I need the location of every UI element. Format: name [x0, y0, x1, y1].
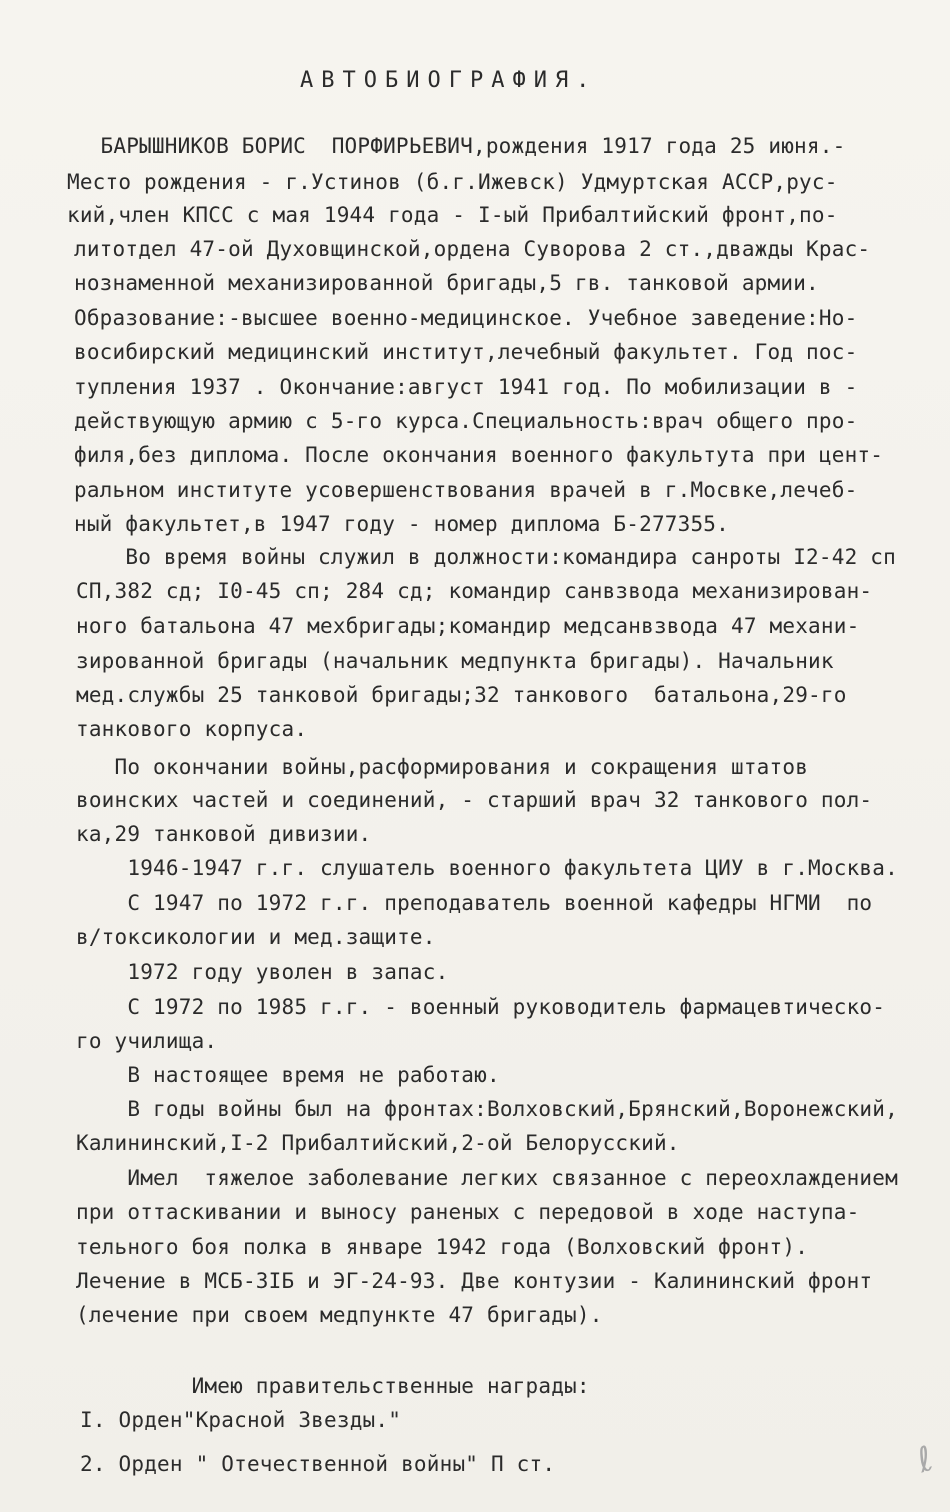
text-line: ральном институте усовершенствования врачей в г.Мосвке,лечеб-: [74, 478, 858, 502]
document-title: АВТОБИОГРАФИЯ.: [300, 68, 598, 93]
text-line: По окончании войны,расформирования и сокращения штатов: [76, 755, 809, 779]
text-line: танкового корпуса.: [76, 717, 308, 741]
text-line: зированной бригады (начальник медпункта бригады). Начальник: [76, 649, 834, 673]
text-line: в/токсикологии и мед.защите.: [76, 925, 436, 949]
text-line: 1946-1947 г.г. слушатель военного факультета ЦИУ в г.Москва.: [76, 856, 898, 880]
text-line: Образование:-высшее военно-медицинское. Учебное заведение:Но-: [74, 306, 858, 330]
text-line: ка,29 танковой дивизии.: [76, 822, 372, 846]
text-line: В настоящее время не работаю.: [76, 1063, 500, 1087]
text-line: при оттаскивании и выносу раненых с передовой в ходе наступа-: [76, 1200, 860, 1224]
text-line: I. Орден"Красной Звезды.": [80, 1408, 402, 1432]
text-line: 1972 году уволен в запас.: [76, 960, 449, 984]
text-line: тупления 1937 . Окончание:август 1941 год. По мобилизации в -: [74, 375, 858, 399]
text-line: Имел тяжелое заболевание легких связанное с переохлаждением: [76, 1166, 898, 1190]
text-line: 2. Орден " Отечественной войны" П ст.: [80, 1452, 556, 1476]
text-line: тельного боя полка в январе 1942 года (Волховский фронт).: [76, 1235, 809, 1259]
text-line: В годы войны был на фронтах:Волховский,Брянский,Воронежский,: [76, 1097, 898, 1121]
text-line: СП,382 сд; I0-45 сп; 284 сд; командир санвзвода механизирован-: [76, 579, 873, 603]
text-line: восибирский медицинский институт,лечебный факультет. Год пос-: [74, 340, 858, 364]
text-line: действующую армию с 5-го курса.Специальность:врач общего про-: [74, 409, 858, 433]
text-line: С 1947 по 1972 г.г. преподаватель военной кафедры НГМИ по: [76, 891, 873, 915]
text-line: Калининский,I-2 Прибалтийский,2-ой Белорусский.: [76, 1131, 680, 1155]
text-line: Во время войны служил в должности:командира санроты I2-42 сп: [74, 545, 896, 569]
text-line: Имею правительственные награды:: [76, 1374, 590, 1398]
text-line: воинских частей и соединений, - старший врач 32 танкового пол-: [76, 788, 873, 812]
text-line: нознаменной механизированной бригады,5 гв. танковой армии.: [74, 271, 819, 295]
margin-mark: ℓ: [912, 1438, 939, 1482]
text-line: го училища.: [76, 1029, 218, 1053]
text-line: мед.службы 25 танковой бригады;32 танкового батальона,29-го: [76, 683, 847, 707]
text-line: Лечение в МСБ-3IБ и ЭГ-24-93. Две контузии - Калининский фронт: [76, 1269, 873, 1293]
text-line: филя,без диплома. После окончания военного факультута при цент-: [74, 443, 884, 467]
text-line: (лечение при своем медпункте 47 бригады).: [76, 1303, 603, 1327]
text-line: БАРЫШНИКОВ БОРИС ПОРФИРЬЕВИЧ,рождения 1917 года 25 июня.-: [62, 134, 846, 158]
text-line: ного батальона 47 мехбригады;командир медсанвзвода 47 механи-: [76, 614, 860, 638]
text-line: Место рождения - г.Устинов (б.г.Ижевск) Удмуртская АССР,рус-: [67, 170, 838, 194]
text-line: С 1972 по 1985 г.г. - военный руководитель фармацевтическо-: [76, 995, 886, 1019]
text-line: кий,член КПСС с мая 1944 года - I-ый Прибалтийский фронт,по-: [67, 203, 838, 227]
text-line: ный факультет,в 1947 году - номер диплома Б-277355.: [74, 512, 729, 536]
text-line: литотдел 47-ой Духовщинской,ордена Суворова 2 ст.,дважды Крас-: [74, 237, 871, 261]
